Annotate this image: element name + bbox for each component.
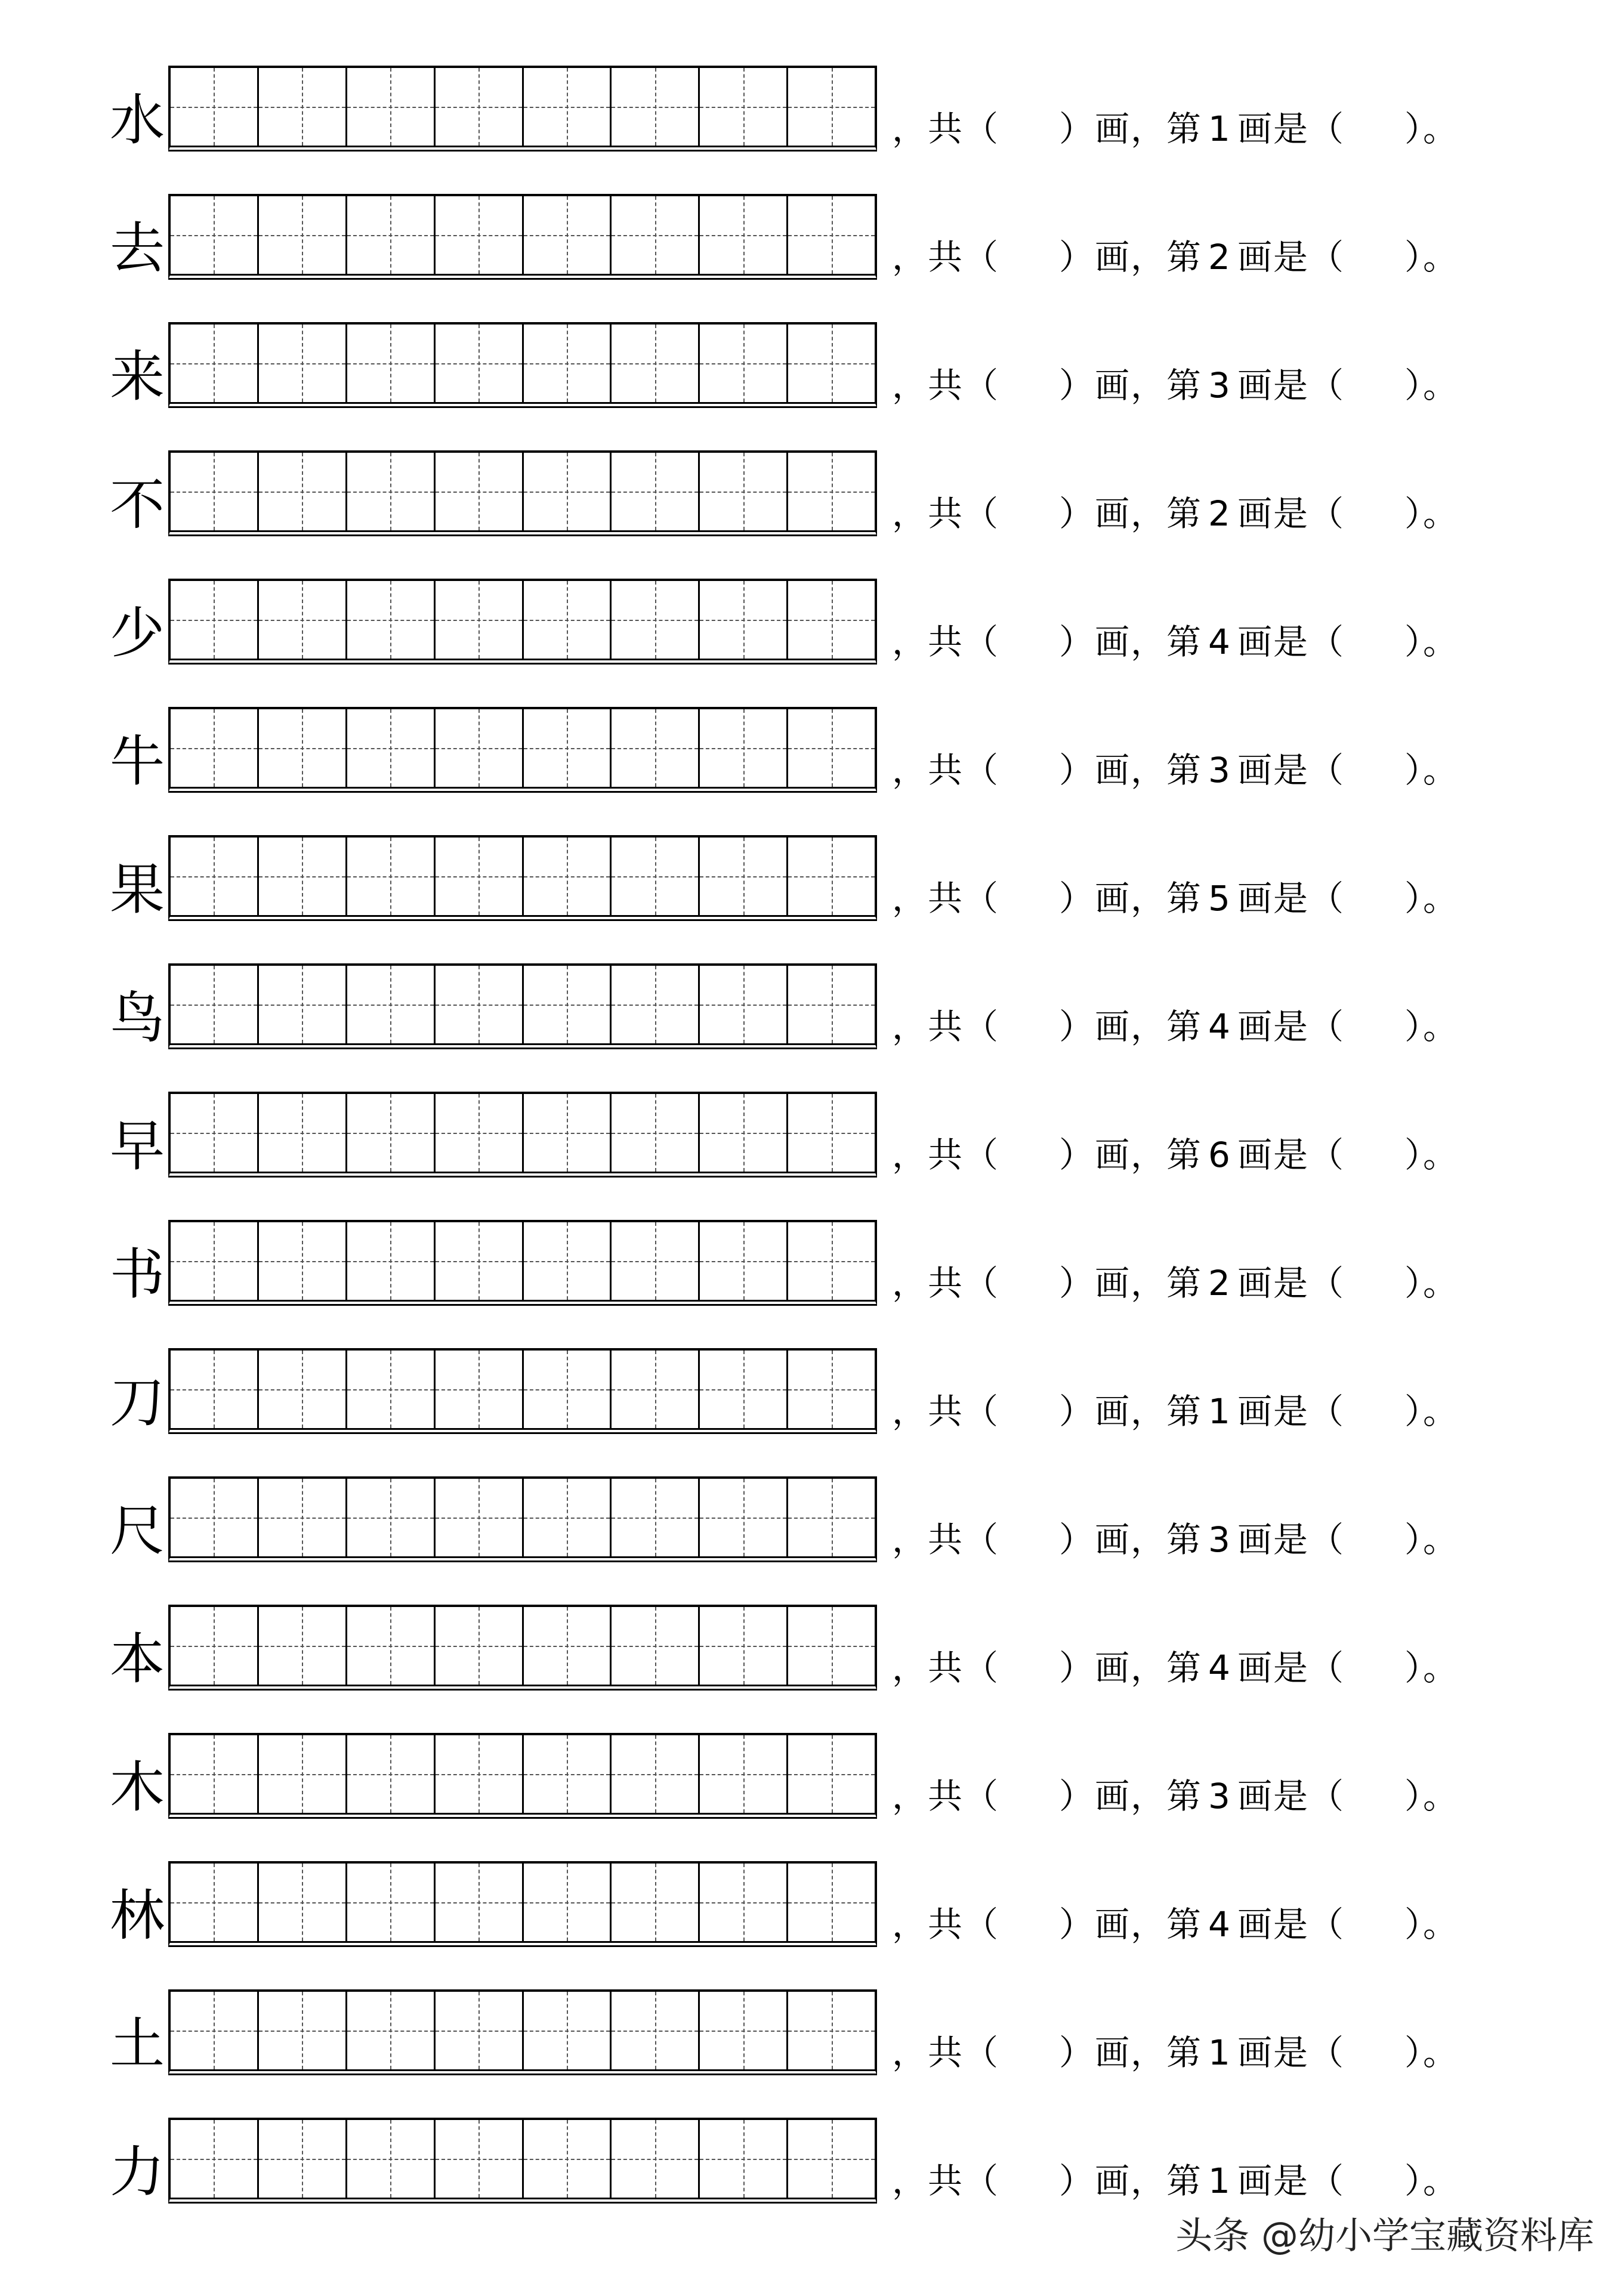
writing-cell[interactable] (171, 1735, 259, 1813)
writing-cell[interactable] (436, 1094, 524, 1172)
target-character: 去 (109, 217, 165, 280)
ordinal-label: ）画，第 (1059, 1135, 1203, 1175)
total-label: ，共（ (892, 1648, 1000, 1688)
writing-cell[interactable] (788, 709, 875, 787)
question-text (892, 1004, 1459, 1049)
writing-cell[interactable] (259, 1094, 347, 1172)
writing-cell[interactable] (788, 1864, 875, 1941)
end-label: ）。 (1404, 1006, 1459, 1047)
exercise-row (0, 1970, 1624, 2075)
tianzige-grid (168, 2118, 877, 2204)
writing-cell[interactable] (171, 966, 259, 1043)
tianzige-grid (168, 1476, 877, 1562)
writing-cell[interactable] (700, 1864, 788, 1941)
question-text (892, 491, 1459, 536)
writing-cell[interactable] (171, 581, 259, 659)
writing-cell[interactable] (524, 1735, 612, 1813)
exercise-row (0, 1842, 1624, 1947)
stroke-number: 3 (1208, 750, 1231, 790)
writing-cell[interactable] (524, 1222, 612, 1300)
writing-cell[interactable] (436, 1864, 524, 1941)
stroke-number: 6 (1208, 1135, 1231, 1175)
stroke-label: 画是（ (1237, 1391, 1345, 1432)
target-character: 果 (109, 858, 165, 922)
writing-cell[interactable] (700, 966, 788, 1043)
question-text (892, 1773, 1459, 1819)
target-character: 本 (109, 1627, 165, 1691)
exercise-row (0, 1457, 1624, 1562)
writing-cell[interactable] (788, 1479, 875, 1556)
writing-cell[interactable] (259, 68, 347, 146)
end-label: ）。 (1404, 365, 1459, 406)
ordinal-label: ）画，第 (1059, 109, 1203, 149)
writing-cell[interactable] (788, 1735, 875, 1813)
end-label: ）。 (1404, 1648, 1459, 1688)
total-label: ，共（ (892, 750, 1000, 790)
exercise-row (0, 1073, 1624, 1178)
stroke-label: 画是（ (1237, 1904, 1345, 1945)
writing-cell[interactable] (612, 1479, 700, 1556)
writing-cell[interactable] (612, 196, 700, 274)
target-character: 少 (109, 601, 165, 665)
writing-cell[interactable] (171, 709, 259, 787)
writing-cell[interactable] (347, 1479, 436, 1556)
writing-cell[interactable] (171, 453, 259, 530)
writing-cell[interactable] (788, 1992, 875, 2069)
tianzige-grid (168, 194, 877, 280)
writing-cell[interactable] (347, 838, 436, 915)
writing-cell[interactable] (259, 196, 347, 274)
exercise-row (0, 1329, 1624, 1434)
question-text (892, 106, 1459, 152)
stroke-number: 3 (1208, 365, 1231, 406)
writing-cell[interactable] (347, 196, 436, 274)
question-text (892, 1389, 1459, 1434)
stroke-number: 2 (1208, 1263, 1231, 1303)
total-label: ，共（ (892, 1135, 1000, 1175)
writing-cell[interactable] (259, 838, 347, 915)
stroke-number: 4 (1208, 622, 1231, 662)
writing-cell[interactable] (436, 709, 524, 787)
writing-cell[interactable] (436, 68, 524, 146)
writing-cell[interactable] (700, 1735, 788, 1813)
total-label: ，共（ (892, 365, 1000, 406)
total-label: ，共（ (892, 1391, 1000, 1432)
writing-cell[interactable] (524, 68, 612, 146)
question-text (892, 619, 1459, 665)
target-character: 水 (109, 88, 165, 152)
question-text (892, 1902, 1459, 1947)
writing-cell[interactable] (259, 1607, 347, 1685)
stroke-number: 1 (1208, 109, 1231, 149)
writing-cell[interactable] (171, 2120, 259, 2198)
writing-cell[interactable] (524, 453, 612, 530)
end-label: ）。 (1404, 2032, 1459, 2073)
writing-cell[interactable] (524, 325, 612, 402)
tianzige-grid (168, 579, 877, 665)
writing-cell[interactable] (259, 1735, 347, 1813)
writing-cell[interactable] (436, 581, 524, 659)
stroke-number: 1 (1208, 1391, 1231, 1432)
writing-cell[interactable] (524, 838, 612, 915)
stroke-number: 2 (1208, 237, 1231, 277)
total-label: ，共（ (892, 2161, 1000, 2201)
target-character: 来 (109, 345, 165, 409)
total-label: ，共（ (892, 237, 1000, 277)
writing-cell[interactable] (612, 68, 700, 146)
writing-cell[interactable] (788, 1351, 875, 1428)
question-text (892, 363, 1459, 408)
target-character: 力 (109, 2140, 165, 2204)
stroke-number: 3 (1208, 1776, 1231, 1816)
tianzige-grid (168, 1220, 877, 1306)
ordinal-label: ）画，第 (1059, 1648, 1203, 1688)
exercise-row (0, 1586, 1624, 1691)
target-character: 林 (109, 1884, 165, 1948)
writing-cell[interactable] (524, 1864, 612, 1941)
writing-cell[interactable] (788, 966, 875, 1043)
writing-cell[interactable] (259, 581, 347, 659)
tianzige-grid (168, 1348, 877, 1434)
stroke-label: 画是（ (1237, 750, 1345, 790)
writing-cell[interactable] (612, 709, 700, 787)
question-text (892, 1132, 1459, 1178)
end-label: ）。 (1404, 237, 1459, 277)
ordinal-label: ）画，第 (1059, 1904, 1203, 1945)
question-text (892, 2030, 1459, 2075)
writing-cell[interactable] (612, 1864, 700, 1941)
writing-cell[interactable] (700, 1479, 788, 1556)
writing-cell[interactable] (171, 68, 259, 146)
tianzige-grid (168, 963, 877, 1049)
writing-cell[interactable] (612, 325, 700, 402)
writing-cell[interactable] (524, 2120, 612, 2198)
writing-cell[interactable] (700, 1222, 788, 1300)
writing-cell[interactable] (259, 325, 347, 402)
stroke-label: 画是（ (1237, 1263, 1345, 1303)
writing-cell[interactable] (524, 1992, 612, 2069)
question-text (892, 2158, 1459, 2204)
writing-cell[interactable] (700, 325, 788, 402)
end-label: ）。 (1404, 1776, 1459, 1816)
stroke-label: 画是（ (1237, 2032, 1345, 2073)
end-label: ）。 (1404, 1391, 1459, 1432)
total-label: ，共（ (892, 1519, 1000, 1560)
writing-cell[interactable] (436, 1222, 524, 1300)
writing-cell[interactable] (524, 196, 612, 274)
writing-cell[interactable] (436, 196, 524, 274)
writing-cell[interactable] (612, 1222, 700, 1300)
writing-cell[interactable] (436, 325, 524, 402)
question-text (892, 1517, 1459, 1562)
stroke-label: 画是（ (1237, 1135, 1345, 1175)
writing-cell[interactable] (612, 453, 700, 530)
writing-cell[interactable] (524, 1607, 612, 1685)
stroke-number: 5 (1208, 878, 1231, 919)
target-character: 鸟 (109, 986, 165, 1050)
exercise-row (0, 688, 1624, 793)
writing-cell[interactable] (171, 838, 259, 915)
writing-cell[interactable] (436, 838, 524, 915)
writing-cell[interactable] (788, 1094, 875, 1172)
watermark: 头条 @幼小学宝藏资料库 (1175, 2214, 1594, 2257)
writing-cell[interactable] (436, 1607, 524, 1685)
end-label: ）。 (1404, 750, 1459, 790)
writing-cell[interactable] (612, 2120, 700, 2198)
ordinal-label: ）画，第 (1059, 1263, 1203, 1303)
question-text (892, 747, 1459, 793)
writing-cell[interactable] (612, 1992, 700, 2069)
end-label: ）。 (1404, 2161, 1459, 2201)
stroke-number: 2 (1208, 493, 1231, 534)
writing-cell[interactable] (524, 966, 612, 1043)
stroke-number: 1 (1208, 2161, 1231, 2201)
target-character: 刀 (109, 1371, 165, 1435)
target-character: 不 (109, 473, 165, 537)
tianzige-grid (168, 835, 877, 921)
stroke-number: 3 (1208, 1519, 1231, 1560)
writing-cell[interactable] (788, 2120, 875, 2198)
stroke-label: 画是（ (1237, 622, 1345, 662)
stroke-label: 画是（ (1237, 109, 1345, 149)
writing-cell[interactable] (700, 2120, 788, 2198)
total-label: ，共（ (892, 1263, 1000, 1303)
exercise-row (0, 303, 1624, 408)
stroke-number: 4 (1208, 1904, 1231, 1945)
tianzige-grid (168, 450, 877, 536)
stroke-label: 画是（ (1237, 1776, 1345, 1816)
writing-cell[interactable] (700, 1094, 788, 1172)
writing-cell[interactable] (347, 1222, 436, 1300)
ordinal-label: ）画，第 (1059, 1776, 1203, 1816)
total-label: ，共（ (892, 622, 1000, 662)
writing-cell[interactable] (259, 1864, 347, 1941)
question-text (892, 1645, 1459, 1691)
total-label: ，共（ (892, 109, 1000, 149)
ordinal-label: ）画，第 (1059, 2032, 1203, 2073)
end-label: ）。 (1404, 109, 1459, 149)
stroke-number: 4 (1208, 1648, 1231, 1688)
total-label: ，共（ (892, 1776, 1000, 1816)
ordinal-label: ）画，第 (1059, 750, 1203, 790)
total-label: ，共（ (892, 1904, 1000, 1945)
ordinal-label: ）画，第 (1059, 622, 1203, 662)
writing-cell[interactable] (612, 1351, 700, 1428)
writing-cell[interactable] (347, 1735, 436, 1813)
end-label: ）。 (1404, 1519, 1459, 1560)
exercise-row (0, 175, 1624, 280)
tianzige-grid (168, 1092, 877, 1178)
end-label: ）。 (1404, 622, 1459, 662)
exercise-row (0, 2099, 1624, 2204)
exercise-row (0, 560, 1624, 665)
writing-cell[interactable] (524, 581, 612, 659)
total-label: ，共（ (892, 2032, 1000, 2073)
writing-cell[interactable] (700, 709, 788, 787)
writing-cell[interactable] (347, 325, 436, 402)
writing-cell[interactable] (259, 1992, 347, 2069)
ordinal-label: ）画，第 (1059, 1519, 1203, 1560)
writing-cell[interactable] (259, 2120, 347, 2198)
writing-cell[interactable] (171, 1479, 259, 1556)
writing-cell[interactable] (171, 1351, 259, 1428)
stroke-label: 画是（ (1237, 365, 1345, 406)
writing-cell[interactable] (171, 1864, 259, 1941)
exercise-row (0, 1201, 1624, 1306)
question-text (892, 1260, 1459, 1306)
writing-cell[interactable] (788, 1607, 875, 1685)
exercise-row (0, 944, 1624, 1049)
stroke-label: 画是（ (1237, 2161, 1345, 2201)
ordinal-label: ）画，第 (1059, 365, 1203, 406)
total-label: ，共（ (892, 493, 1000, 534)
ordinal-label: ）画，第 (1059, 878, 1203, 919)
writing-cell[interactable] (788, 196, 875, 274)
ordinal-label: ）画，第 (1059, 1006, 1203, 1047)
writing-cell[interactable] (171, 325, 259, 402)
writing-cell[interactable] (700, 68, 788, 146)
writing-cell[interactable] (436, 2120, 524, 2198)
writing-cell[interactable] (259, 1351, 347, 1428)
writing-cell[interactable] (524, 1351, 612, 1428)
writing-cell[interactable] (700, 1607, 788, 1685)
end-label: ）。 (1404, 1904, 1459, 1945)
stroke-number: 4 (1208, 1006, 1231, 1047)
target-character: 早 (109, 1114, 165, 1178)
tianzige-grid (168, 1861, 877, 1947)
writing-cell[interactable] (347, 453, 436, 530)
stroke-label: 画是（ (1237, 237, 1345, 277)
writing-cell[interactable] (259, 453, 347, 530)
writing-cell[interactable] (612, 581, 700, 659)
exercise-row (0, 47, 1624, 152)
ordinal-label: ）画，第 (1059, 1391, 1203, 1432)
writing-cell[interactable] (612, 1607, 700, 1685)
writing-cell[interactable] (436, 966, 524, 1043)
total-label: ，共（ (892, 878, 1000, 919)
tianzige-grid (168, 66, 877, 152)
writing-cell[interactable] (436, 453, 524, 530)
total-label: ，共（ (892, 1006, 1000, 1047)
writing-cell[interactable] (347, 1607, 436, 1685)
stroke-label: 画是（ (1237, 1519, 1345, 1560)
writing-cell[interactable] (524, 709, 612, 787)
stroke-label: 画是（ (1237, 493, 1345, 534)
writing-cell[interactable] (700, 1992, 788, 2069)
writing-cell[interactable] (347, 966, 436, 1043)
writing-cell[interactable] (171, 1607, 259, 1685)
writing-cell[interactable] (347, 709, 436, 787)
writing-cell[interactable] (612, 1094, 700, 1172)
writing-cell[interactable] (700, 838, 788, 915)
stroke-number: 1 (1208, 2032, 1231, 2073)
writing-cell[interactable] (347, 1992, 436, 2069)
ordinal-label: ）画，第 (1059, 2161, 1203, 2201)
target-character: 书 (109, 1243, 165, 1306)
writing-cell[interactable] (612, 966, 700, 1043)
writing-cell[interactable] (259, 1479, 347, 1556)
question-text (892, 876, 1459, 921)
tianzige-grid (168, 322, 877, 408)
target-character: 牛 (109, 730, 165, 793)
writing-cell[interactable] (788, 325, 875, 402)
writing-cell[interactable] (700, 1351, 788, 1428)
target-character: 木 (109, 1756, 165, 1819)
tianzige-grid (168, 1605, 877, 1691)
tianzige-grid (168, 1989, 877, 2075)
writing-cell[interactable] (347, 2120, 436, 2198)
ordinal-label: ）画，第 (1059, 237, 1203, 277)
end-label: ）。 (1404, 1263, 1459, 1303)
ordinal-label: ）画，第 (1059, 493, 1203, 534)
target-character: 土 (109, 2012, 165, 2076)
stroke-label: 画是（ (1237, 878, 1345, 919)
writing-cell[interactable] (347, 1864, 436, 1941)
writing-cell[interactable] (612, 838, 700, 915)
writing-cell[interactable] (347, 581, 436, 659)
stroke-label: 画是（ (1237, 1006, 1345, 1047)
writing-cell[interactable] (700, 581, 788, 659)
end-label: ）。 (1404, 493, 1459, 534)
writing-cell[interactable] (788, 68, 875, 146)
writing-cell[interactable] (700, 196, 788, 274)
end-label: ）。 (1404, 1135, 1459, 1175)
writing-cell[interactable] (612, 1735, 700, 1813)
writing-cell[interactable] (788, 838, 875, 915)
writing-cell[interactable] (436, 1992, 524, 2069)
writing-cell[interactable] (347, 68, 436, 146)
writing-cell[interactable] (259, 709, 347, 787)
stroke-label: 画是（ (1237, 1648, 1345, 1688)
writing-cell[interactable] (436, 1735, 524, 1813)
writing-cell[interactable] (436, 1351, 524, 1428)
end-label: ）。 (1404, 878, 1459, 919)
tianzige-grid (168, 1733, 877, 1819)
writing-cell[interactable] (259, 1222, 347, 1300)
writing-cell[interactable] (700, 453, 788, 530)
writing-cell[interactable] (788, 453, 875, 530)
target-character: 尺 (109, 1499, 165, 1563)
writing-cell[interactable] (347, 1094, 436, 1172)
tianzige-grid (168, 707, 877, 793)
writing-cell[interactable] (259, 966, 347, 1043)
writing-cell[interactable] (171, 1222, 259, 1300)
writing-cell[interactable] (436, 1479, 524, 1556)
writing-cell[interactable] (788, 1222, 875, 1300)
writing-cell[interactable] (171, 1992, 259, 2069)
writing-cell[interactable] (524, 1479, 612, 1556)
writing-cell[interactable] (171, 196, 259, 274)
writing-cell[interactable] (524, 1094, 612, 1172)
question-text (892, 234, 1459, 280)
exercise-row (0, 816, 1624, 921)
exercise-row (0, 431, 1624, 536)
writing-cell[interactable] (171, 1094, 259, 1172)
exercise-row (0, 1714, 1624, 1819)
writing-cell[interactable] (788, 581, 875, 659)
writing-cell[interactable] (347, 1351, 436, 1428)
